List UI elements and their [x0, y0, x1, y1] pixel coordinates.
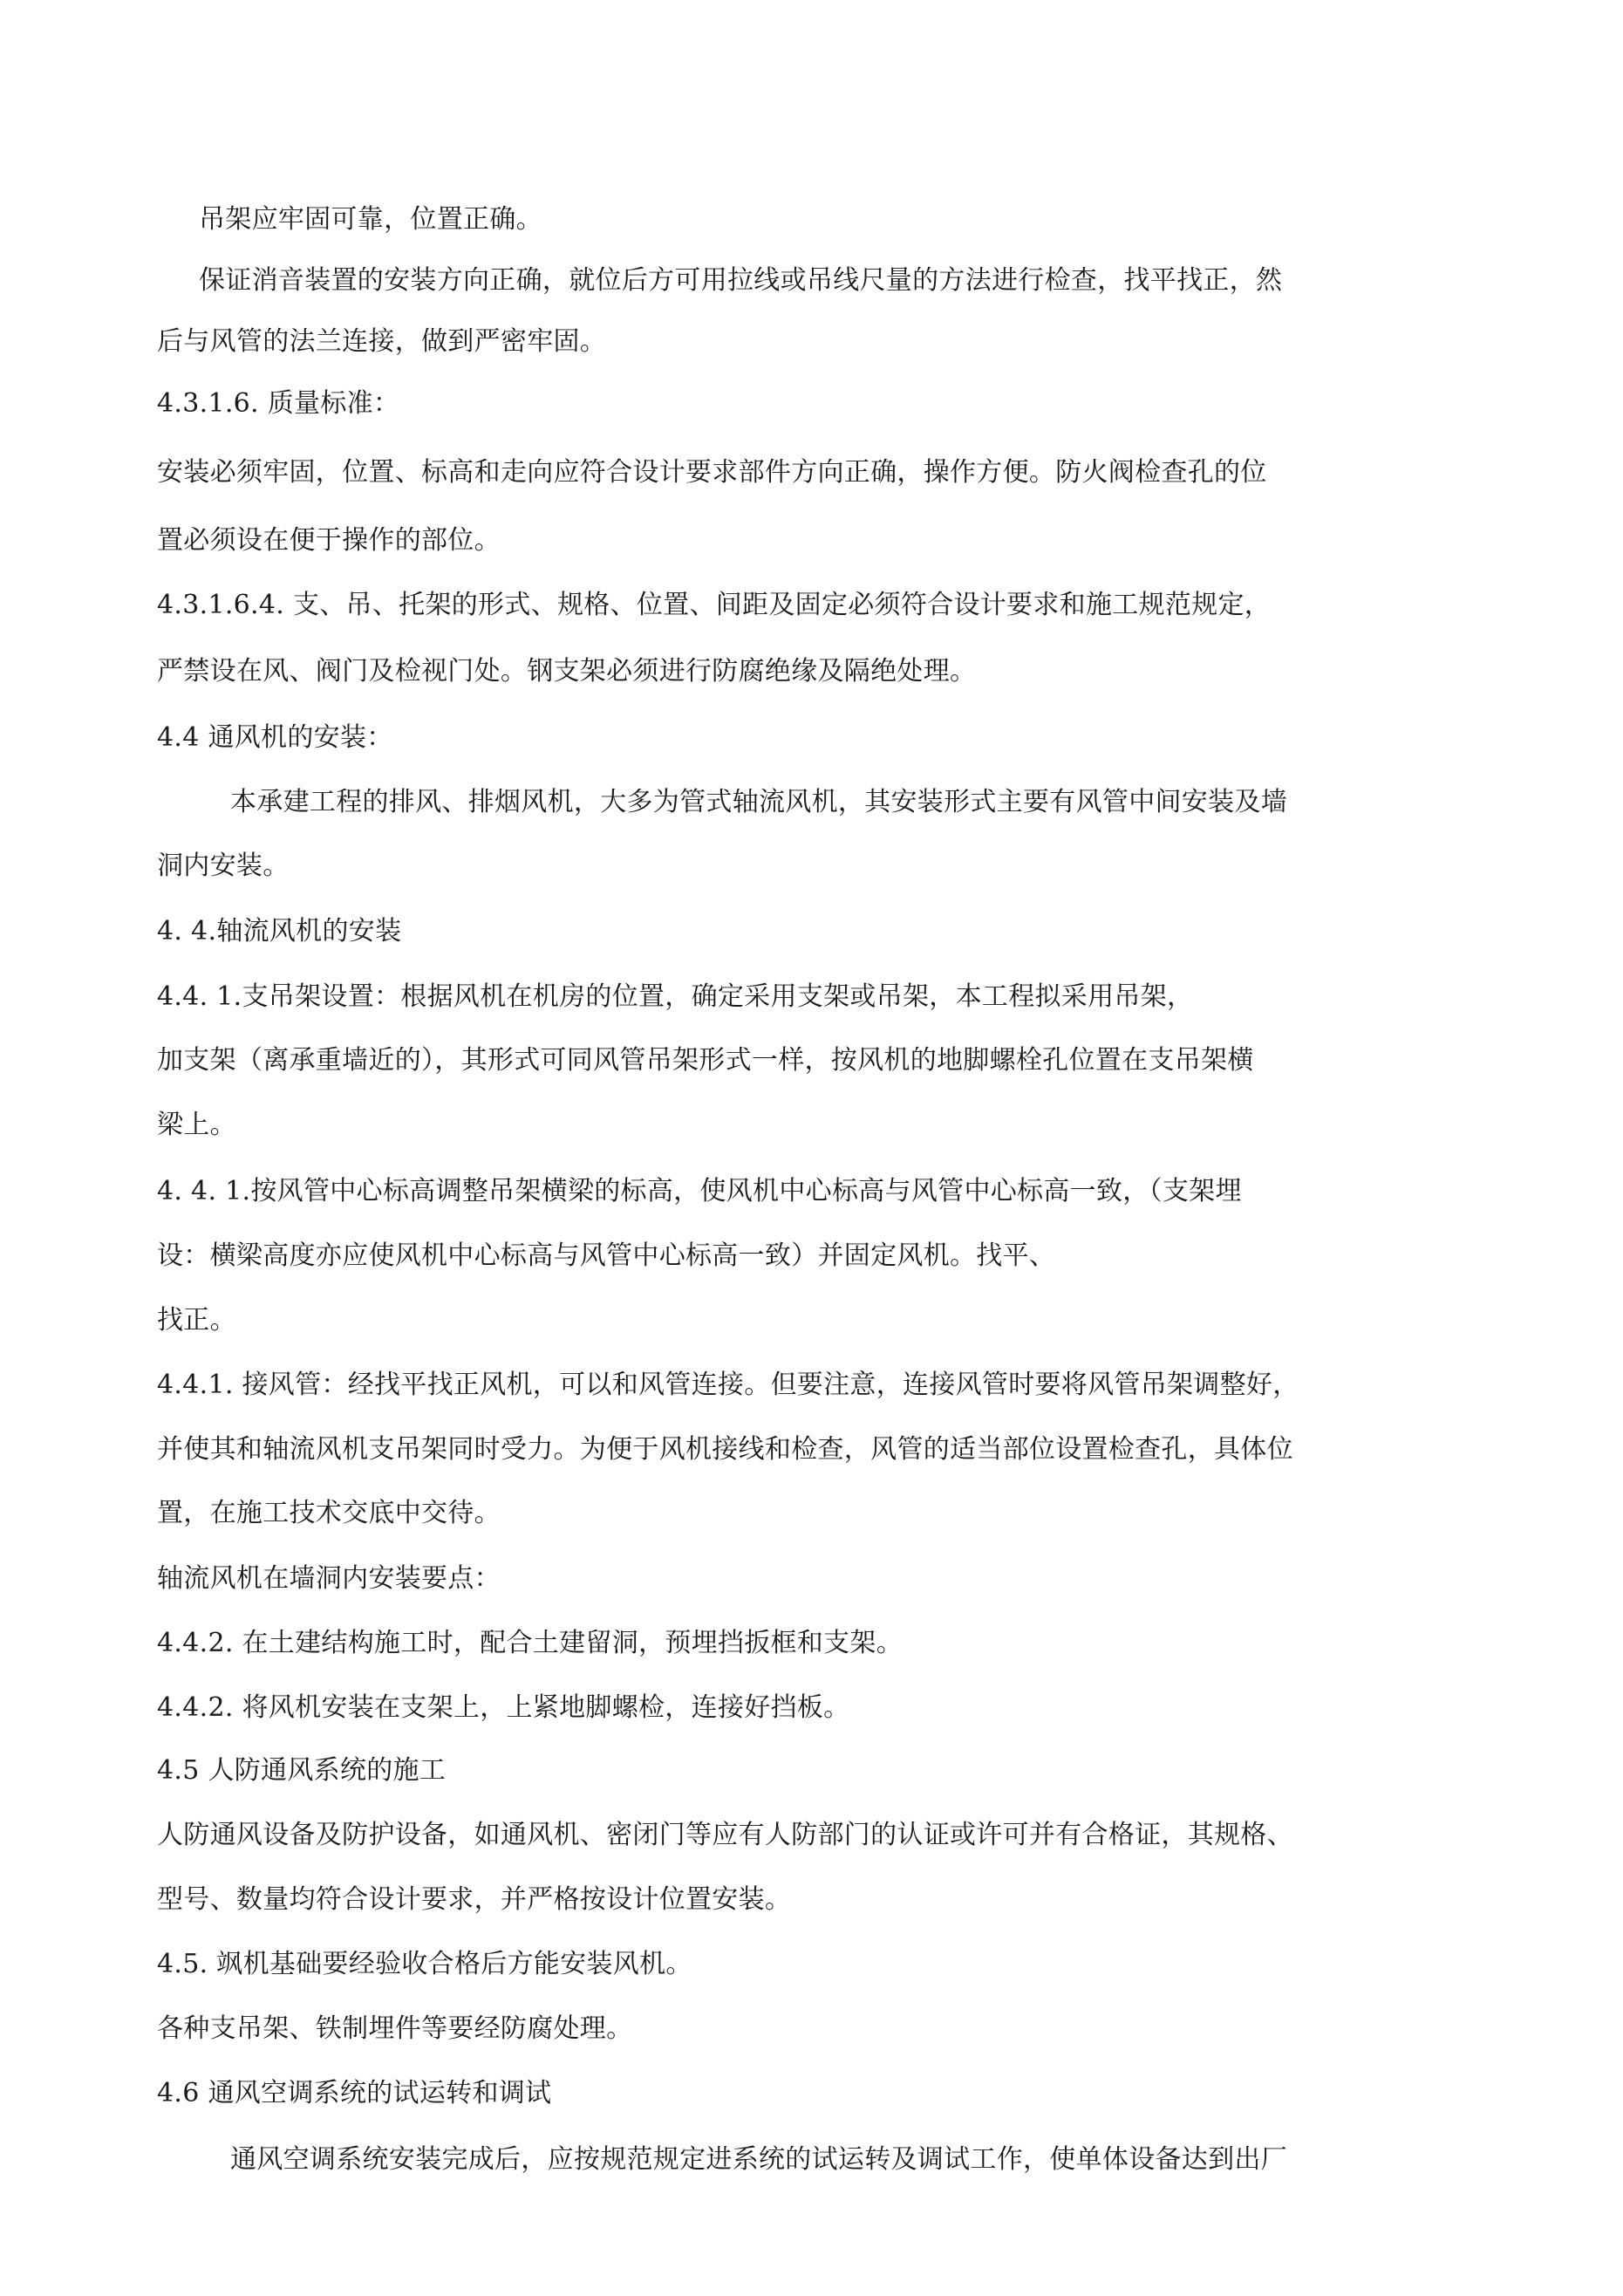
- text-line: 4.4.1. 接风管：经找平找正风机，可以和风管连接。但要注意，连接风管时要将风管吊架调整好，: [157, 1370, 1299, 1400]
- text-line: 通风空调系统安装完成后，应按规范规定进系统的试运转及调试工作，使单体设备达到出厂: [230, 2144, 1287, 2175]
- text-line: 并使其和轴流风机支吊架同时受力。为便于风机接线和检查，风管的适当部位设置检查孔，具体位: [157, 1434, 1293, 1465]
- text-line: 4.5. 飒机基础要经验收合格后方能安装风机。: [157, 1949, 692, 1979]
- text-line: 型号、数量均符合设计要求，并严格按设计位置安装。: [157, 1884, 792, 1915]
- text-line: 找正。: [157, 1305, 236, 1336]
- text-line: 设：横梁高度亦应使风机中心标高与风管中心标高一致）并固定风机。找平、: [157, 1240, 1056, 1271]
- text-line: 4. 4. 1.按风管中心标高调整吊架横梁的标高，使风机中心标高与风管中心标高一致，（支架埋: [157, 1176, 1242, 1206]
- text-line: 加支架（离承重墙近的），其形式可同风管吊架形式一样，按风机的地脚螺栓孔位置在支吊架横: [157, 1045, 1254, 1076]
- text-line: 安装必须牢固，位置、标高和走向应符合设计要求部件方向正确，操作方便。防火阀检查孔的位: [157, 457, 1267, 488]
- text-line: 4.4.2. 在土建结构施工时，配合土建留洞，预埋挡扳框和支架。: [157, 1628, 904, 1658]
- text-line: 置必须设在便于操作的部位。: [157, 525, 501, 556]
- text-line: 吊架应牢固可靠，位置正确。: [199, 204, 542, 235]
- text-line: 置，在施工技术交底中交待。: [157, 1498, 501, 1528]
- text-line: 轴流风机在墙洞内安装要点：: [157, 1563, 501, 1594]
- text-line: 4.3.1.6.4. 支、吊、托架的形式、规格、位置、间距及固定必须符合设计要求和施工规范规定，: [157, 590, 1272, 620]
- section-heading: 4. 4.轴流风机的安装: [157, 916, 402, 946]
- text-line: 后与风管的法兰连接，做到严密牢固。: [157, 326, 607, 357]
- text-line: 4.4. 1.支吊架设置：根据风机在机房的位置，确定采用支架或吊架，本工程拟采用吊架，: [157, 981, 1194, 1012]
- text-line: 洞内安装。: [157, 851, 290, 881]
- text-line: 严禁设在风、阀门及检视门处。钢支架必须进行防腐绝缘及隔绝处理。: [157, 656, 977, 687]
- section-heading: 4.6 通风空调系统的试运转和调试: [157, 2078, 552, 2108]
- text-line: 4.4.2. 将风机安装在支架上，上紧地脚螺检，连接好挡板。: [157, 1692, 850, 1723]
- text-line: 人防通风设备及防护设备，如通风机、密闭门等应有人防部门的认证或许可并有合格证，其规格、: [157, 1820, 1293, 1850]
- text-line: 梁上。: [157, 1110, 236, 1140]
- section-heading: 4.3.1.6. 质量标准：: [157, 388, 400, 419]
- section-heading: 4.4 通风机的安装：: [157, 722, 393, 753]
- section-heading: 4.5 人防通风系统的施工: [157, 1755, 447, 1786]
- text-line: 各种支吊架、铁制埋件等要经防腐处理。: [157, 2013, 633, 2044]
- text-line: 本承建工程的排风、排烟风机，大多为管式轴流风机，其安装形式主要有风管中间安装及墙: [230, 787, 1287, 817]
- text-line: 保证消音装置的安装方向正确，就位后方可用拉线或吊线尺量的方法进行检查，找平找正，然: [199, 265, 1283, 296]
